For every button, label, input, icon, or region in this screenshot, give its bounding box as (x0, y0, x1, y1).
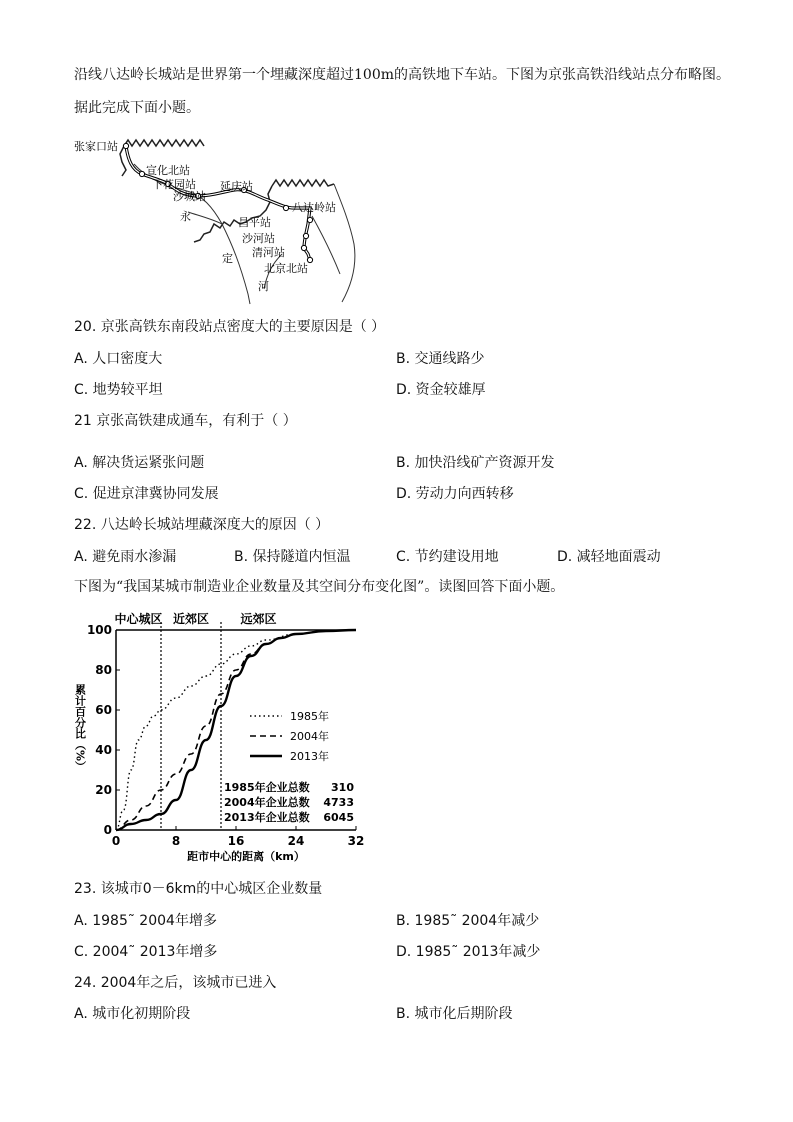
q24-option-b[interactable]: B. 城市化后期阶段 (396, 1006, 513, 1022)
zone-label: 近郊区 (172, 612, 210, 626)
intro2-line: 下图为“我国某城市制造业企业数量及其空间分布变化图”。读图回答下面小题。 (74, 579, 565, 595)
river-east (334, 184, 355, 302)
great-wall-north (124, 140, 204, 146)
q21-option-a[interactable]: A. 解决货运紧张问题 (74, 455, 205, 471)
station-label: 沙城站 (173, 190, 206, 203)
x-tick-label: 16 (227, 834, 245, 848)
railway-map (72, 124, 362, 306)
total-value: 310 (331, 781, 354, 794)
y-tick-label: 80 (95, 663, 112, 677)
q23-stem: 23. 该城市0－6km的中心城区企业数量 (74, 881, 323, 897)
river-label: 定 (222, 252, 233, 265)
river-label: 河 (258, 280, 269, 293)
station-marker-badaling (283, 205, 288, 210)
zone-label: 中心城区 (114, 612, 163, 626)
station-marker-beijingbei (307, 257, 312, 262)
total-label: 1985年企业总数 (224, 781, 310, 794)
y-tick-label: 40 (95, 743, 112, 757)
q23-option-a[interactable]: A. 1985˜ 2004年增多 (74, 913, 217, 929)
station-label: 沙河站 (242, 232, 275, 245)
y-tick-label: 20 (95, 783, 112, 797)
q22-option-b[interactable]: B. 保持隧道内恒温 (234, 549, 351, 565)
station-marker-zhangjiakou (123, 143, 128, 148)
q21-option-c[interactable]: C. 促进京津冀协同发展 (74, 486, 219, 502)
river-label: 永 (180, 210, 191, 223)
great-wall-west (120, 146, 126, 176)
y-axis-title: 累计百分比（%） (73, 684, 87, 773)
q20-stem: 20. 京张高铁东南段站点密度大的主要原因是（ ） (74, 319, 386, 335)
legend-label: 1985年 (290, 710, 329, 723)
station-label: 宣化北站 (146, 164, 190, 177)
station-label: 下花园站 (152, 178, 196, 191)
enterprise-distribution-chart (72, 604, 372, 866)
legend-label: 2004年 (290, 730, 329, 743)
q20-option-d[interactable]: D. 资金较雄厚 (396, 382, 486, 398)
x-axis-title: 距市中心的距离（km） (187, 850, 305, 863)
x-tick-label: 24 (287, 834, 305, 848)
q22-option-d[interactable]: D. 减轻地面震动 (557, 549, 661, 565)
intro-line-2: 据此完成下面小题。 (74, 100, 200, 116)
station-label: 昌平站 (238, 216, 271, 229)
q21-stem: 21 京张高铁建成通车，有利于（ ） (74, 413, 297, 429)
station-label: 延庆站 (220, 180, 253, 193)
great-wall-east (272, 180, 334, 186)
station-label: 北京北站 (264, 262, 308, 275)
station-label: 清河站 (252, 246, 285, 259)
x-tick-label: 8 (171, 834, 181, 848)
total-label: 2004年企业总数 (224, 796, 310, 809)
y-tick-label: 100 (86, 623, 112, 637)
station-marker-qinghe (301, 245, 306, 250)
total-label: 2013年企业总数 (224, 811, 310, 824)
q22-option-a[interactable]: A. 避免雨水渗漏 (74, 549, 177, 565)
y-tick-label: 60 (95, 703, 112, 717)
q24-stem: 24. 2004年之后，该城市已进入 (74, 975, 277, 991)
q21-option-d[interactable]: D. 劳动力向西转移 (396, 486, 514, 502)
station-marker-changping (307, 217, 312, 222)
great-wall-south (194, 220, 240, 242)
station-label: 八达岭站 (292, 201, 336, 214)
x-tick-label: 32 (347, 834, 365, 848)
total-value: 6045 (323, 811, 354, 824)
q20-option-a[interactable]: A. 人口密度大 (74, 351, 163, 367)
total-value: 4733 (323, 796, 354, 809)
station-marker-xuanhua (139, 171, 144, 176)
q23-option-c[interactable]: C. 2004˜ 2013年增多 (74, 944, 218, 960)
q23-option-b[interactable]: B. 1985˜ 2004年减少 (396, 913, 540, 929)
intro-line-1: 沿线八达岭长城站是世界第一个埋藏深度超过100m的高铁地下车站。下图为京张高铁沿线站点分布略图。 (74, 67, 730, 83)
q21-option-b[interactable]: B. 加快沿线矿产资源开发 (396, 455, 555, 471)
zone-label: 远郊区 (240, 612, 277, 626)
q20-option-c[interactable]: C. 地势较平坦 (74, 382, 163, 398)
legend-label: 2013年 (290, 750, 329, 763)
station-label: 张家口站 (74, 140, 118, 153)
river-east-2 (312, 216, 340, 274)
q23-option-d[interactable]: D. 1985˜ 2013年减少 (396, 944, 541, 960)
river-branch (188, 212, 222, 224)
q22-stem: 22. 八达岭长城站埋藏深度大的原因（ ） (74, 517, 330, 533)
x-tick-label: 0 (111, 834, 121, 848)
q20-option-b[interactable]: B. 交通线路少 (396, 351, 485, 367)
q22-option-c[interactable]: C. 节约建设用地 (396, 549, 499, 565)
y-tick-label: 0 (103, 823, 112, 837)
station-marker-shahe (303, 233, 308, 238)
q24-option-a[interactable]: A. 城市化初期阶段 (74, 1006, 191, 1022)
